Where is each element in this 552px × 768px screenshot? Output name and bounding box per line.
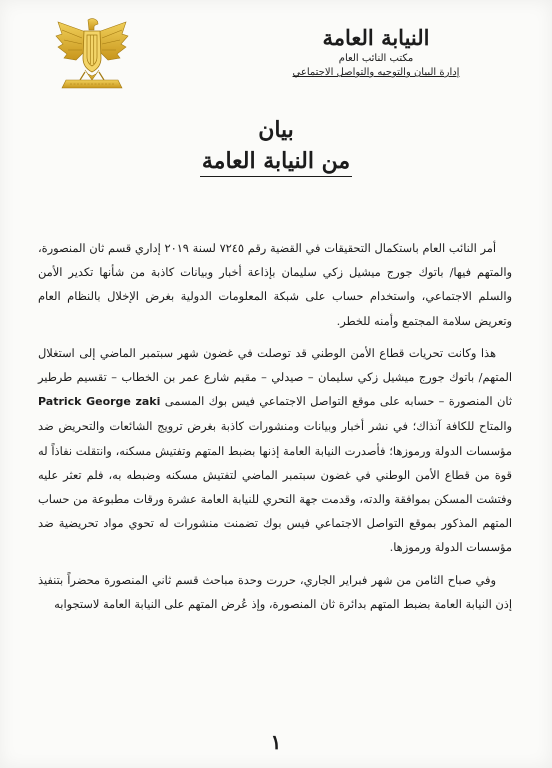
- paragraph-2: [38, 341, 512, 560]
- office-name: مكتب النائب العام: [338, 53, 414, 64]
- statement-body: [38, 236, 512, 624]
- org-name: النيابة العامة: [322, 25, 430, 50]
- paragraph-2-part-a: هذا وكانت تحريات قطاع الأمن الوطني قد توصلت في غضون شهر سبتمبر الماضي إلى استغلال المتهم/ باتوك جورج ميشيل زكي سليمان – صيدلي – مقيم شارع عمر بن الخطاب – تقسيم طرطير ثان المنصورة – حسابه على موقع التواصل الاجتماعي فيس بوك المسمى: [38, 345, 512, 409]
- department-name: إدارة البيان والتوجيه والتواصل الاجتماعي: [292, 67, 460, 78]
- account-name: Patrick George zaki: [38, 395, 161, 409]
- statement-title: [0, 114, 552, 177]
- paragraph-2-part-b: والمتاح للكافة آنذاك؛ في نشر أخبار وبيانات ومنشورات كاذبة بغرض ترويج الشائعات والتحريض ضد مؤسسات الدولة ورموزها؛ فأصدرت النيابة العامة إذنها بضبط المتهم وتفتيش مسكنه، وانتقلت نفاذاً له قوة من قطاع الأمن الوطني في غضون سبتمبر الماضي لتفتيش مسكنه وضبطه به، فلم تعثر عليه وفتشت المسكن بموافقة والدته، وقدمت جهة التحري للنيابة العامة عشرة ورقات مطبوعة من حساب المتهم المذكور بموقع التواصل الاجتماعي فيس بوك تضمنت منشورات له تحوي مواد تحريضية ضد مؤسسات الدولة ورموزها.: [38, 419, 512, 555]
- letterhead: [266, 24, 486, 80]
- page-number: ١: [270, 730, 282, 754]
- paragraph-3: وفي صباح الثامن من شهر فبراير الجاري، حررت وحدة مباحث قسم ثاني المنصورة محضراً بتنفيذ إذن النيابة العامة بضبط المتهم بدائرة ثان المنصورة، وإذ عُرض المتهم على النيابة العامة لاستجوابه: [38, 572, 512, 611]
- eagle-emblem-icon: [52, 14, 132, 94]
- title-line-1: بيان: [258, 117, 294, 143]
- paragraph-1: أمر النائب العام باستكمال التحقيقات في القضية رقم ٧٢٤٥ لسنة ٢٠١٩ إداري قسم ثان المنصورة، والمتهم فيها/ باتوك جورج ميشيل زكي سليمان بإذاعة أخبار وبيانات كاذبة من شأنها تكدير الأمن والسلم الاجتماعي، واستخدام حساب على شبكة المعلومات الدولية بغرض الإخلال بالنظام العام وتعريض سلامة المجتمع وأمنه للخطر.: [38, 241, 512, 328]
- title-line-2: من النيابة العامة: [200, 146, 352, 177]
